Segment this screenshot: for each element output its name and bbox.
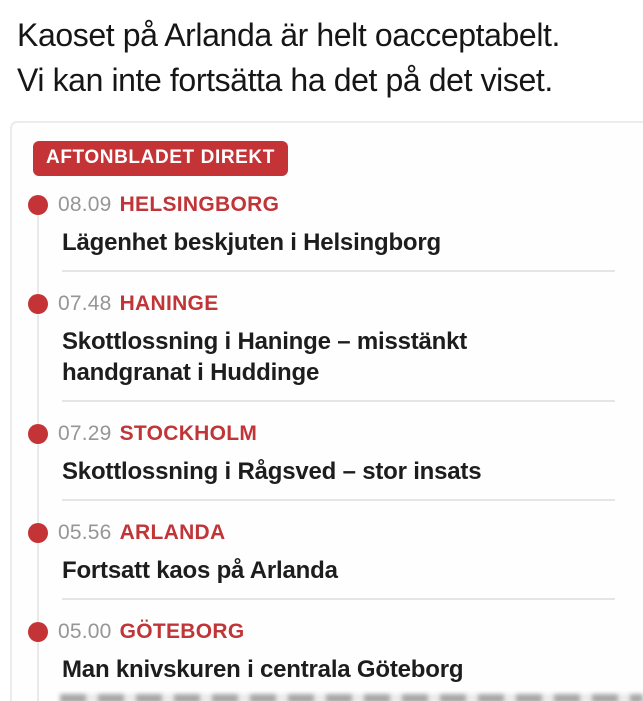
item-divider: [62, 598, 615, 600]
ticker-item-meta: [24, 620, 643, 644]
item-divider: [62, 499, 615, 501]
post-text-line: Kaoset på Arlanda är helt oacceptabelt.: [17, 17, 561, 53]
item-location: HANINGE: [119, 292, 219, 315]
ticker-item[interactable]: [24, 521, 643, 600]
direkt-ticker-card: [10, 121, 643, 701]
item-headline: Skottlossning i Rågsved – stor insats: [62, 458, 482, 485]
ticker-item[interactable]: [24, 422, 643, 501]
live-dot-icon: [28, 424, 48, 444]
ticker-feed: [24, 193, 643, 685]
item-headline: Lägenhet beskjuten i Helsingborg: [62, 229, 441, 256]
ticker-item-meta: [24, 422, 643, 446]
ticker-item[interactable]: [24, 193, 643, 272]
live-dot-icon: [28, 622, 48, 642]
live-dot-icon: [28, 195, 48, 215]
ticker-item[interactable]: [24, 620, 643, 685]
item-location: ARLANDA: [119, 521, 226, 544]
item-divider: [62, 270, 615, 272]
item-time: 07.29: [58, 422, 112, 445]
live-dot-icon: [28, 294, 48, 314]
item-time: 05.56: [58, 521, 112, 544]
item-time: 07.48: [58, 292, 112, 315]
item-headline: Man knivskuren i centrala Göteborg: [62, 656, 464, 683]
item-headline: Fortsatt kaos på Arlanda: [62, 557, 338, 584]
post-text-line: Vi kan inte fortsätta ha det på det viset.: [17, 62, 553, 98]
item-divider: [62, 400, 615, 402]
ticker-item[interactable]: [24, 292, 643, 402]
item-headline: Skottlossning i Haninge – misstänkt handgranat i Huddinge: [62, 328, 468, 386]
ticker-item-meta: [24, 521, 643, 545]
item-location: GÖTEBORG: [119, 620, 245, 643]
post-text: [0, 0, 643, 103]
ticker-item-meta: [24, 292, 643, 316]
item-location: STOCKHOLM: [119, 422, 258, 445]
item-location: HELSINGBORG: [119, 193, 280, 216]
aftonbladet-direkt-badge[interactable]: AFTONBLADET DIREKT: [33, 141, 288, 176]
live-dot-icon: [28, 523, 48, 543]
ticker-item-meta: [24, 193, 643, 217]
item-time: 08.09: [58, 193, 112, 216]
item-time: 05.00: [58, 620, 112, 643]
